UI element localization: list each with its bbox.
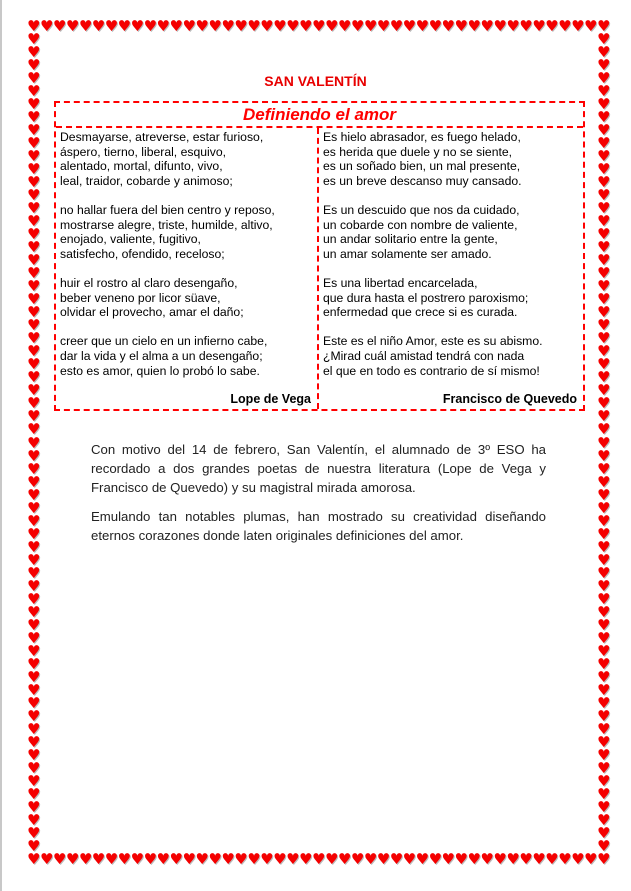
heart-icon: ♥ (27, 17, 41, 35)
heart-icon: ♥ (27, 511, 41, 530)
verse-line: el que en todo es contrario de sí mismo! (323, 363, 540, 378)
heart-icon: ♥ (597, 134, 611, 153)
heart-icon: ♥ (597, 550, 611, 569)
heart-icon: ♥ (545, 850, 559, 868)
heart-icon: ♥ (519, 17, 533, 35)
heart-icon: ♥ (247, 17, 261, 35)
heart-icon: ♥ (27, 82, 41, 101)
heart-icon: ♥ (597, 654, 611, 673)
page-edge (0, 0, 2, 891)
heart-icon: ♥ (27, 524, 41, 543)
verse-line: beber veneno por licor süave, (60, 290, 221, 305)
heart-icon: ♥ (493, 17, 507, 35)
heart-icon: ♥ (27, 823, 41, 842)
heart-icon: ♥ (27, 30, 41, 49)
heart-icon: ♥ (104, 17, 119, 35)
heart-icon: ♥ (143, 17, 158, 35)
heart-icon: ♥ (27, 680, 41, 699)
heart-icon: ♥ (286, 850, 300, 868)
heart-icon: ♥ (597, 368, 611, 387)
heart-icon: ♥ (27, 69, 41, 88)
stanza (60, 203, 313, 261)
heart-icon: ♥ (480, 850, 494, 868)
verse-line: un amar solamente ser amado. (323, 246, 492, 261)
stanza (60, 130, 313, 188)
heart-icon: ♥ (27, 836, 41, 855)
heart-icon: ♥ (312, 17, 326, 35)
poem-table (54, 101, 585, 411)
heart-icon: ♥ (27, 186, 41, 205)
heart-icon: ♥ (130, 17, 145, 35)
heart-icon: ♥ (27, 420, 41, 439)
heart-icon: ♥ (597, 199, 611, 218)
heart-icon: ♥ (597, 732, 611, 751)
heart-icon: ♥ (27, 589, 41, 608)
heart-icon: ♥ (27, 251, 41, 270)
heart-icon: ♥ (27, 615, 41, 634)
heart-icon: ♥ (597, 485, 611, 504)
heart-icon: ♥ (27, 56, 41, 75)
heart-icon: ♥ (597, 693, 611, 712)
heart-icon: ♥ (597, 823, 611, 842)
heart-icon: ♥ (39, 17, 54, 35)
verse-line: satisfecho, ofendido, receloso; (60, 246, 225, 261)
verse-line: esto es amor, quien lo probó lo sabe. (60, 363, 260, 378)
heart-icon: ♥ (597, 121, 611, 140)
heart-icon: ♥ (454, 17, 468, 35)
heart-icon: ♥ (363, 850, 378, 868)
heart-icon: ♥ (597, 563, 611, 582)
heart-icon: ♥ (27, 446, 41, 465)
heart-icon: ♥ (27, 43, 41, 62)
heart-icon: ♥ (584, 850, 598, 868)
heart-icon: ♥ (558, 850, 572, 868)
heart-icon: ♥ (597, 303, 611, 322)
heart-icon: ♥ (597, 108, 611, 127)
verse-line: enfermedad que crece si es curada. (323, 305, 518, 320)
heart-icon: ♥ (27, 303, 41, 322)
heart-icon: ♥ (78, 850, 93, 868)
verse-line: Es una libertad encarcelada, (323, 275, 478, 290)
heart-icon: ♥ (571, 850, 585, 868)
heart-icon: ♥ (571, 17, 585, 35)
heart-icon: ♥ (65, 850, 80, 868)
heart-icon: ♥ (597, 407, 611, 426)
stanza (323, 130, 579, 188)
heart-icon: ♥ (597, 524, 611, 543)
heart-icon: ♥ (597, 277, 611, 296)
heart-icon: ♥ (27, 576, 41, 595)
heart-icon: ♥ (363, 17, 378, 35)
heart-icon: ♥ (27, 433, 41, 452)
verse-line: dar la vida y el alma a un desengaño; (60, 348, 263, 363)
paragraph-1: Con motivo del 14 de febrero, San Valentín, el alumnado de 3º ESO ha recordado a dos grandes poetas de nuestra literatura (Lope de Vega y Francisco de Quevedo) y su magistral mirada amorosa. (91, 442, 546, 495)
heart-icon: ♥ (27, 654, 41, 673)
heart-icon: ♥ (597, 264, 611, 283)
verse-line: ¿Mirad cuál amistad tendrá con nada (323, 348, 525, 363)
heart-icon: ♥ (27, 732, 41, 751)
heart-icon: ♥ (27, 771, 41, 790)
heart-icon: ♥ (597, 212, 611, 231)
heart-icon: ♥ (27, 563, 41, 582)
verse-line: huir el rostro al claro desengaño, (60, 275, 238, 290)
verse-line: creer que un cielo en un infierno cabe, (60, 334, 268, 349)
heart-icon: ♥ (78, 17, 93, 35)
heart-icon: ♥ (597, 82, 611, 101)
heart-icon: ♥ (402, 850, 417, 868)
heart-icon: ♥ (350, 17, 365, 35)
heart-icon: ♥ (27, 173, 41, 192)
heart-icon: ♥ (506, 850, 520, 868)
heart-icon: ♥ (597, 186, 611, 205)
heart-icon: ♥ (27, 342, 41, 361)
heart-icon: ♥ (299, 850, 313, 868)
verse-line: es herida que duele y no se siente, (323, 144, 513, 159)
verse-line: Es un descuido que nos da cuidado, (323, 202, 520, 217)
heart-icon: ♥ (597, 850, 611, 868)
heart-icon: ♥ (52, 17, 67, 35)
heart-icon: ♥ (597, 160, 611, 179)
heart-icon: ♥ (597, 498, 611, 517)
paragraph-2: Emulando tan notables plumas, han mostrado su creatividad diseñando eternos corazones donde laten originales definiciones del amor. (91, 509, 546, 543)
heart-icon: ♥ (312, 850, 326, 868)
heart-icon: ♥ (27, 238, 41, 257)
heart-icon: ♥ (415, 17, 430, 35)
heart-icon: ♥ (324, 17, 339, 35)
heart-icon: ♥ (558, 17, 572, 35)
heart-icon: ♥ (597, 433, 611, 452)
heart-icon: ♥ (27, 797, 41, 816)
heart-icon: ♥ (27, 745, 41, 764)
heart-icon: ♥ (597, 394, 611, 413)
heart-icon: ♥ (597, 459, 611, 478)
heart-icon: ♥ (156, 850, 170, 868)
heart-icon: ♥ (130, 850, 145, 868)
heart-icon: ♥ (27, 628, 41, 647)
heart-icon: ♥ (27, 459, 41, 478)
heart-icon: ♥ (597, 719, 611, 738)
heart-icon: ♥ (597, 576, 611, 595)
heart-icon: ♥ (532, 17, 546, 35)
heart-icon: ♥ (597, 69, 611, 88)
heart-icon: ♥ (376, 17, 391, 35)
stanza (60, 334, 313, 378)
heart-icon: ♥ (441, 17, 455, 35)
heart-icon: ♥ (597, 43, 611, 62)
heart-icon: ♥ (104, 850, 119, 868)
heart-icon: ♥ (273, 17, 287, 35)
heart-icon: ♥ (91, 17, 106, 35)
verse-line: es un soñado bien, un mal presente, (323, 159, 521, 174)
heart-icon: ♥ (117, 850, 132, 868)
heart-icon: ♥ (27, 810, 41, 829)
heart-icon: ♥ (91, 850, 106, 868)
heart-icon: ♥ (506, 17, 520, 35)
heart-icon: ♥ (337, 850, 352, 868)
page-title: SAN VALENTÍN (264, 73, 367, 89)
heart-icon: ♥ (597, 355, 611, 374)
heart-icon: ♥ (597, 329, 611, 348)
heart-icon: ♥ (597, 316, 611, 335)
stanza (323, 203, 579, 261)
poem-quevedo (319, 128, 583, 409)
heart-icon: ♥ (597, 420, 611, 439)
heart-icon: ♥ (27, 316, 41, 335)
heart-icon: ♥ (597, 238, 611, 257)
heart-icon: ♥ (27, 719, 41, 738)
heart-icon: ♥ (208, 850, 222, 868)
heart-icon: ♥ (27, 498, 41, 517)
heart-icon: ♥ (27, 199, 41, 218)
heart-icon: ♥ (27, 394, 41, 413)
heart-icon: ♥ (597, 667, 611, 686)
heart-icon: ♥ (27, 641, 41, 660)
heart-icon: ♥ (597, 680, 611, 699)
heart-icon: ♥ (532, 850, 546, 868)
heart-icon: ♥ (221, 850, 235, 868)
heart-icon: ♥ (389, 17, 404, 35)
heart-icon: ♥ (27, 368, 41, 387)
heart-icon: ♥ (208, 17, 222, 35)
heart-icon: ♥ (597, 446, 611, 465)
stanza (323, 334, 579, 378)
author-quevedo: Francisco de Quevedo (442, 392, 577, 407)
heart-icon: ♥ (597, 797, 611, 816)
heart-icon: ♥ (221, 17, 235, 35)
heart-icon: ♥ (597, 472, 611, 491)
heart-icon: ♥ (27, 121, 41, 140)
heart-icon: ♥ (428, 17, 443, 35)
heart-icon: ♥ (65, 17, 80, 35)
heart-icon: ♥ (195, 17, 209, 35)
heart-icon: ♥ (597, 589, 611, 608)
heart-icon: ♥ (597, 381, 611, 400)
verse-line: no hallar fuera del bien centro y reposo, (60, 202, 275, 217)
heart-icon: ♥ (324, 850, 339, 868)
verse-line: enojado, valiente, fugitivo, (60, 232, 201, 247)
heart-icon: ♥ (597, 784, 611, 803)
verse-line: Este es el niño Amor, este es su abismo. (323, 334, 543, 349)
verse-line: que dura hasta el postrero paroxismo; (323, 290, 529, 305)
heart-icon: ♥ (27, 95, 41, 114)
stanza (323, 276, 579, 320)
heart-icon: ♥ (27, 784, 41, 803)
heart-icon: ♥ (597, 56, 611, 75)
heart-icon: ♥ (597, 628, 611, 647)
heart-icon: ♥ (27, 108, 41, 127)
heart-icon: ♥ (597, 758, 611, 777)
heart-icon: ♥ (493, 850, 507, 868)
heart-icon: ♥ (117, 17, 132, 35)
heart-icon: ♥ (234, 17, 248, 35)
heart-icon: ♥ (273, 850, 287, 868)
heart-icon: ♥ (27, 550, 41, 569)
heart-icon: ♥ (597, 173, 611, 192)
heart-icon: ♥ (27, 212, 41, 231)
heart-icon: ♥ (27, 147, 41, 166)
heart-icon: ♥ (299, 17, 313, 35)
heart-icon: ♥ (143, 850, 158, 868)
verse-line: Desmayarse, atreverse, estar furioso, (60, 130, 264, 144)
heart-icon: ♥ (597, 290, 611, 309)
heart-icon: ♥ (27, 225, 41, 244)
heart-icon: ♥ (27, 758, 41, 777)
heart-icon: ♥ (260, 17, 274, 35)
heart-icon: ♥ (597, 511, 611, 530)
heart-icon: ♥ (519, 850, 533, 868)
heart-icon: ♥ (234, 850, 248, 868)
heart-icon: ♥ (286, 17, 300, 35)
heart-icon: ♥ (27, 160, 41, 179)
heart-icon: ♥ (169, 850, 183, 868)
heart-icon: ♥ (27, 537, 41, 556)
heart-icon: ♥ (27, 277, 41, 296)
heart-icon: ♥ (597, 95, 611, 114)
heart-icon: ♥ (27, 485, 41, 504)
heart-icon: ♥ (27, 134, 41, 153)
heart-icon: ♥ (597, 30, 611, 49)
table-title: Definiendo el amor (56, 103, 583, 128)
verse-line: áspero, tierno, liberal, esquivo, (60, 144, 226, 159)
heart-icon: ♥ (597, 641, 611, 660)
heart-icon: ♥ (584, 17, 598, 35)
verse-line: un cobarde con nombre de valiente, (323, 217, 518, 232)
stanza (60, 276, 313, 320)
verse-line: leal, traidor, cobarde y animoso; (60, 173, 233, 188)
heart-icon: ♥ (402, 17, 417, 35)
heart-icon: ♥ (597, 706, 611, 725)
heart-icon: ♥ (376, 850, 391, 868)
heart-icon: ♥ (480, 17, 494, 35)
heart-icon: ♥ (27, 602, 41, 621)
heart-icon: ♥ (247, 850, 261, 868)
heart-icon: ♥ (182, 17, 196, 35)
heart-icon: ♥ (545, 17, 559, 35)
heart-icon: ♥ (27, 850, 41, 868)
heart-icon: ♥ (467, 850, 481, 868)
heart-icon: ♥ (428, 850, 443, 868)
heart-icon: ♥ (27, 264, 41, 283)
heart-icon: ♥ (597, 745, 611, 764)
poem-lope (56, 128, 319, 409)
heart-icon: ♥ (597, 342, 611, 361)
heart-icon: ♥ (597, 615, 611, 634)
heart-icon: ♥ (389, 850, 404, 868)
heart-icon: ♥ (169, 17, 183, 35)
verse-line: Es hielo abrasador, es fuego helado, (323, 130, 521, 144)
heart-icon: ♥ (27, 407, 41, 426)
heart-icon: ♥ (454, 850, 468, 868)
heart-icon: ♥ (27, 667, 41, 686)
verse-line: olvidar el provecho, amar el daño; (60, 305, 244, 320)
heart-icon: ♥ (27, 706, 41, 725)
heart-icon: ♥ (597, 836, 611, 855)
heart-icon: ♥ (156, 17, 170, 35)
heart-icon: ♥ (260, 850, 274, 868)
heart-icon: ♥ (27, 329, 41, 348)
heart-icon: ♥ (27, 693, 41, 712)
heart-icon: ♥ (195, 850, 209, 868)
verse-line: es un breve descanso muy cansado. (323, 173, 522, 188)
heart-icon: ♥ (597, 771, 611, 790)
heart-icon: ♥ (182, 850, 196, 868)
heart-icon: ♥ (39, 850, 54, 868)
verse-line: un andar solitario entre la gente, (323, 232, 498, 247)
verse-line: mostrarse alegre, triste, humilde, altivo, (60, 217, 273, 232)
heart-icon: ♥ (27, 355, 41, 374)
author-lope: Lope de Vega (230, 392, 311, 407)
heart-icon: ♥ (441, 850, 455, 868)
heart-icon: ♥ (415, 850, 430, 868)
heart-icon: ♥ (27, 290, 41, 309)
verse-line: alentado, mortal, difunto, vivo, (60, 159, 223, 174)
heart-icon: ♥ (597, 17, 611, 35)
heart-icon: ♥ (597, 537, 611, 556)
heart-icon: ♥ (467, 17, 481, 35)
heart-icon: ♥ (597, 602, 611, 621)
heart-icon: ♥ (52, 850, 67, 868)
heart-icon: ♥ (27, 381, 41, 400)
heart-icon: ♥ (597, 225, 611, 244)
heart-icon: ♥ (597, 147, 611, 166)
heart-icon: ♥ (337, 17, 352, 35)
heart-icon: ♥ (27, 472, 41, 491)
heart-icon: ♥ (597, 810, 611, 829)
heart-icon: ♥ (350, 850, 365, 868)
heart-icon: ♥ (597, 251, 611, 270)
